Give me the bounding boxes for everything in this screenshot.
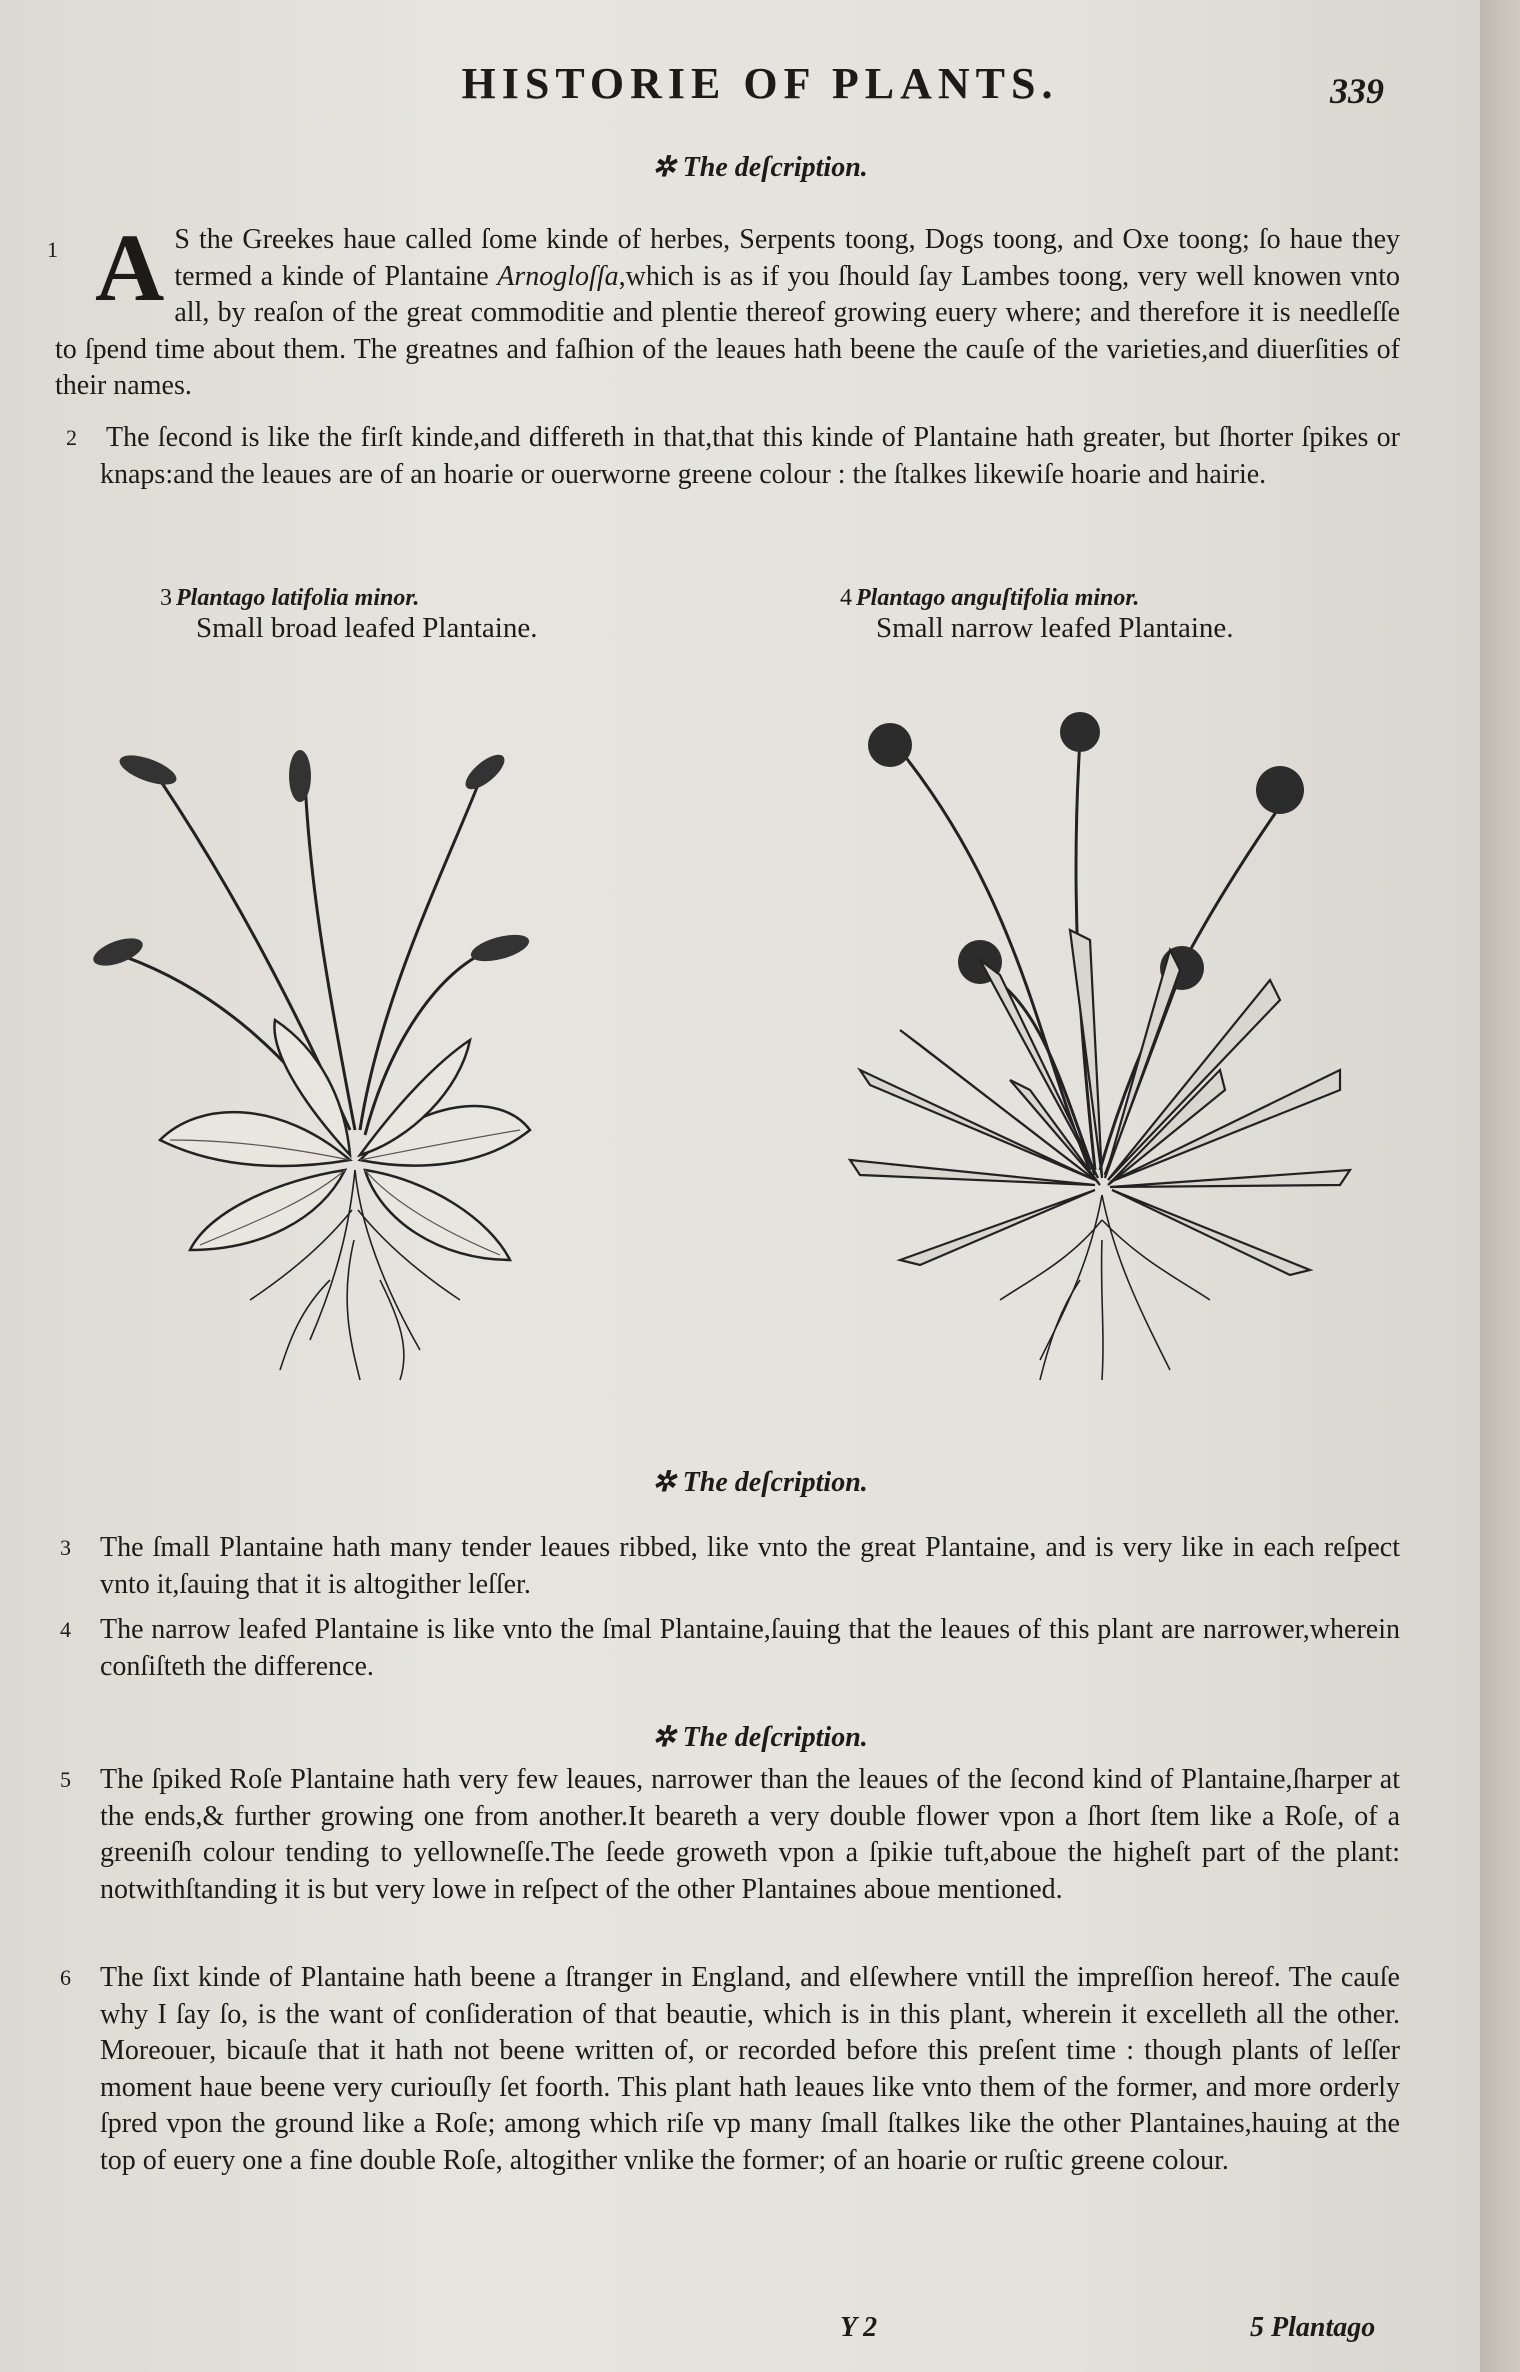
figure-number: 4 [840,585,852,611]
section-heading-description-1: ✲ The deſcription. [652,152,868,183]
paragraph-text: The ſixt kinde of Plantaine hath beene a ſtranger in England, and elſewhere vntill the impreſſion hereof. The cauſe why I ſay ſo, is the want of conſideration of that beautie, which is in this plant, wherein it excelleth all the other. Moreouer, bicauſe that it hath not beene written of, or recorded before this preſent time : though plants of leſſer moment haue beene very curiouſly ſet foorth. This plant hath leaues like vnto them of the former, and more orderly ſpred vpon the ground like a Roſe; among which riſe vp many ſmall ſtalkes like the other Plantaines,hauing at the top of euery one a fine double Roſe, altogither vnlike the former; of an hoarie or ruſtic greene colour. [100,1962,1400,2176]
paragraph-5 [60,1762,1400,1908]
paragraph-1 [47,214,1400,405]
figure-english-name: Small narrow leafed Plantaine. [876,612,1234,644]
figure-number: 3 [160,585,172,611]
paragraph-number: 1 [47,237,58,262]
catchword: 5 Plantago [1250,2312,1376,2343]
figure-4-caption [840,585,1234,645]
paragraph-2 [66,420,1400,493]
woodcut-narrow-leafed-plantain [840,700,1360,1390]
paragraph-number: 2 [66,425,77,450]
paragraph-number: 4 [60,1617,71,1642]
page-number: 339 [1330,71,1384,111]
paragraph-text: The ſmall Plantaine hath many tender leaues ribbed, like vnto the great Plantaine, and is very like in each reſpect vnto it,ſauing that it is altogither leſſer. [100,1532,1400,1600]
paragraph-6 [60,1960,1400,2179]
paragraph-text: The narrow leafed Plantaine is like vnto the ſmal Plantaine,ſauing that the leaues of this plant are narrower,wherein conſiſteth the difference. [100,1614,1400,1682]
section-heading-description-2: ✲ The deſcription. [652,1467,868,1498]
paragraph-4 [60,1612,1400,1685]
paragraph-text: S the Greekes haue called ſome kinde of herbes, Serpents toong, Dogs toong, and Oxe toong; ſo haue they termed a kinde of Plantaine [174,224,1400,292]
paragraph-number: 6 [60,1965,71,1990]
section-heading-description-3: ✲ The deſcription. [652,1722,868,1753]
paragraph-text: ,which is as if you ſhould ſay Lambes toong, very well knowen vnto all, by reaſon of the great commoditie and plentie thereof growing euery where; and therefore it is needleſſe to ſpend time about them. The greatnes and faſhion of the leaues hath beene the cauſe of the varieties,and diuerſities of their names. [55,260,1400,401]
signature-mark: Y 2 [840,2312,878,2343]
paragraph-number: 3 [60,1535,71,1560]
figure-english-name: Small broad leafed Plantaine. [196,612,538,644]
running-head: HISTORIE OF PLANTS. [461,59,1059,108]
drop-cap: A [95,214,165,321]
figure-3-caption [160,585,537,645]
latin-term: Arnogloſſa [497,260,619,292]
paragraph-text: The ſpiked Roſe Plantaine hath very few leaues, narrower than the leaues of the ſecond kind of Plantaine,ſharper at the ends,& further growing one from another.It beareth a very double flower vpon a ſhort ſtem like a Roſe, of a greeniſh colour tending to yellowneſſe.The ſeede groweth vpon a ſpikie tuft,aboue the higheſt part of the plant: notwithſtanding it is but very lowe in reſpect of the other Plantaines aboue mentioned. [100,1764,1400,1905]
paragraph-3 [60,1530,1400,1603]
figure-latin-name: Plantago latifolia minor. [176,585,420,611]
paragraph-text: The ſecond is like the firſt kinde,and differeth in that,that this kinde of Plantaine hath greater, but ſhorter ſpikes or knaps:and the leaues are of an hoarie or ouerworne greene colour : the ſtalkes likewiſe hoarie and hairie. [100,422,1400,490]
page-edge [1480,0,1520,2372]
woodcut-broad-leafed-plantain [60,740,580,1390]
paragraph-number: 5 [60,1767,71,1792]
figure-latin-name: Plantago anguſtifolia minor. [856,585,1140,611]
